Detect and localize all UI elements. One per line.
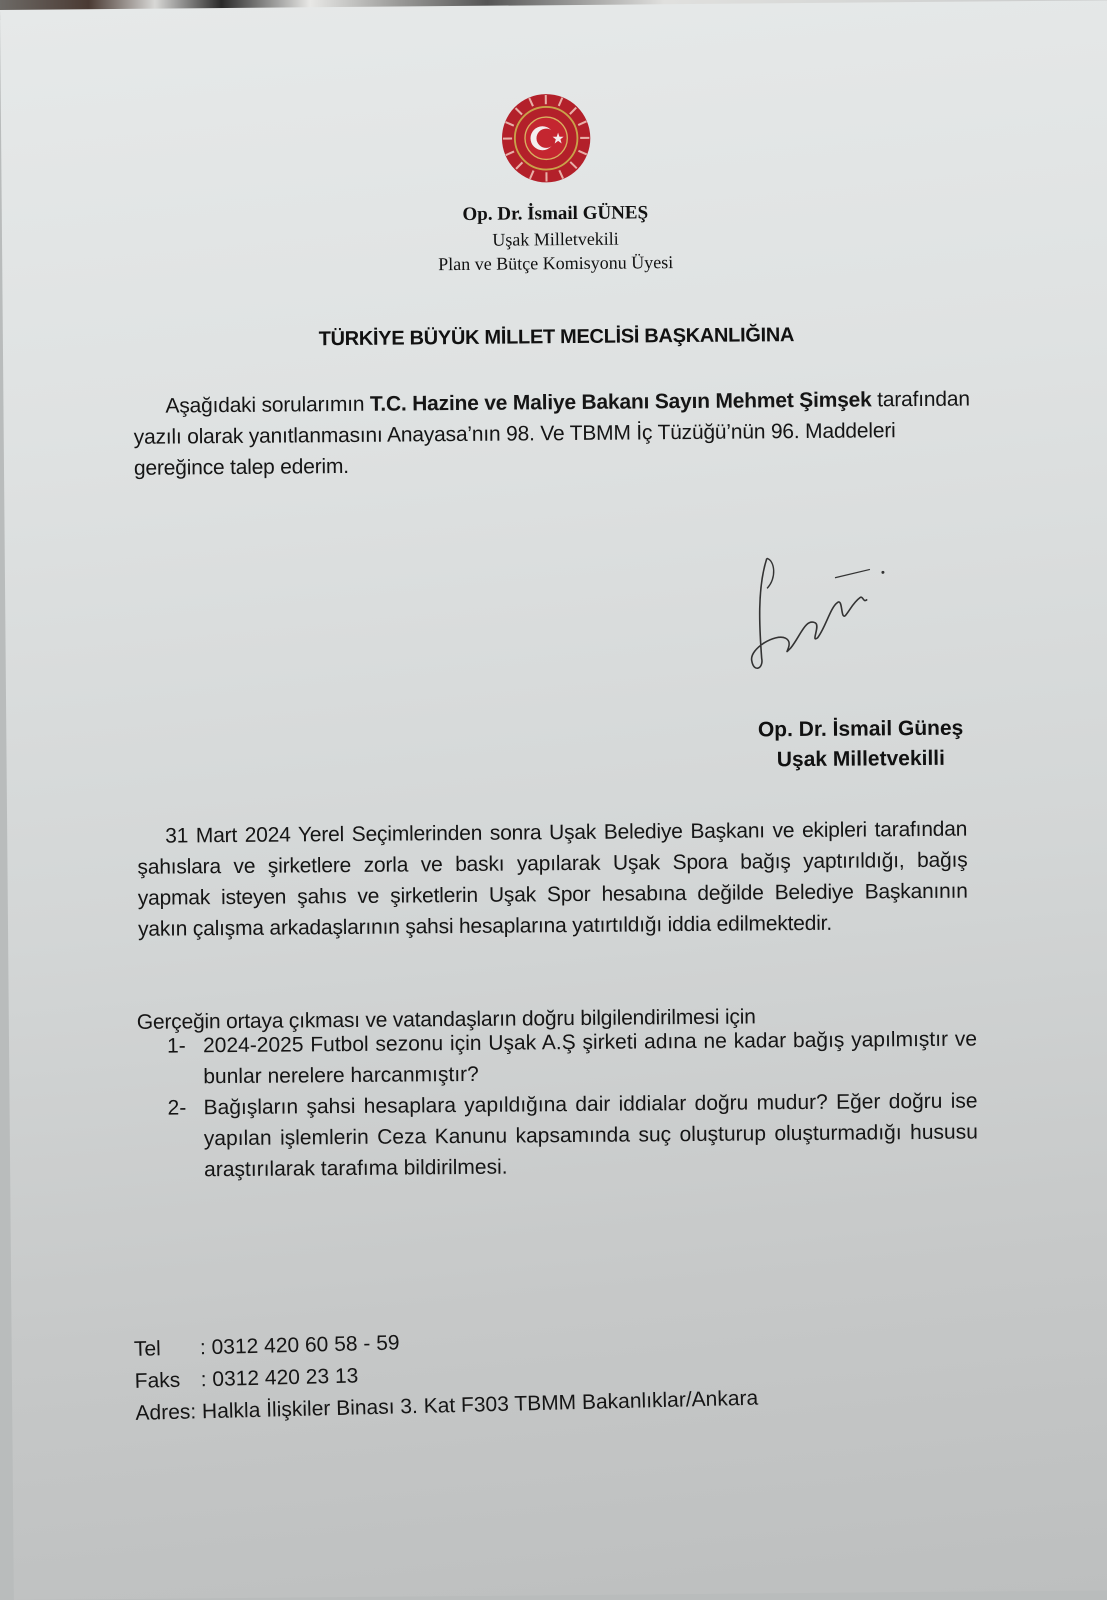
question-item: [167, 1024, 978, 1093]
signature-icon: [745, 547, 896, 678]
signer-name: Op. Dr. İsmail Güneş: [757, 716, 964, 742]
questions-lead: Gerçeğin ortaya çıkması ve vatandaşların doğru bilgilendirilmesi için: [136, 1005, 756, 1034]
claim-paragraph: 31 Mart 2024 Yerel Seçimlerinden sonra Uşak Belediye Başkanı ve ekipleri tarafından şahıslara ve şirketlere zorla ve baskı yapılarak Uşak Spora bağış yaptırıldığı, bağış yapmak isteyen şahıs ve şirketlerin Uşak Spor hesabına değilde Belediye Başkanının yakın çalışma arkadaşlarının şahsi hesaplarına yatırtıldığı iddia edilmektedir.: [137, 817, 968, 941]
question-item: [167, 1086, 978, 1186]
intro-prefix: Aşağıdaki sorularımın: [165, 392, 371, 418]
tel-label: Tel: [133, 1337, 162, 1361]
letterhead-name: Op. Dr. İsmail GÜNEŞ: [462, 202, 649, 225]
question-text: Bağışların şahsi hesaplara yapıldığına dair iddialar doğru mudur? Eğer doğru ise yapılan işlemlerin Ceza Kanunu kapsamında suç oluşturup oluşturmadığı hususu araştırılarak tarafıma bildirilmesi.: [203, 1089, 978, 1182]
letterhead-role: Uşak Milletvekili: [492, 228, 619, 250]
intro-suffix: tarafından yazılı olarak yanıtlanmasını Anayasa’nın 98. Ve TBMM İç Tüzüğü’nün 96. Maddeleri gereğince talep ederim.: [133, 387, 970, 480]
letterhead-committee: Plan ve Bütçe Komisyonu Üyesi: [438, 252, 674, 275]
addressee-heading: TÜRKİYE BÜYÜK MİLLET MECLİSİ BAŞKANLIĞINA: [318, 324, 795, 351]
contact-block: [134, 1319, 759, 1430]
questions-list: [167, 1024, 978, 1186]
tbmm-seal-icon: [500, 92, 593, 185]
question-number: 1-: [166, 1034, 186, 1058]
question-text: 2024-2025 Futbol sezonu için Uşak A.Ş şirketi adına ne kadar bağış yapılmıştır ve bunlar nerelere harcanmıştır?: [202, 1027, 978, 1089]
question-number: 2-: [167, 1096, 187, 1120]
address-value: : Halkla İlişkiler Binası 3. Kat F303 TBMM Bakanlıklar/Ankara: [190, 1386, 759, 1424]
minister-name: T.C. Hazine ve Maliye Bakanı Sayın Mehmet Şimşek: [369, 388, 872, 416]
tel-value: : 0312 420 60 58 - 59: [199, 1331, 400, 1360]
fax-label: Faks: [134, 1368, 181, 1393]
fax-value: : 0312 420 23 13: [200, 1364, 359, 1392]
signature-block: [758, 714, 964, 776]
intro-paragraph: [133, 384, 974, 484]
signer-title: Uşak Milletvekilli: [776, 746, 946, 772]
address-label: Adres: [135, 1400, 191, 1425]
